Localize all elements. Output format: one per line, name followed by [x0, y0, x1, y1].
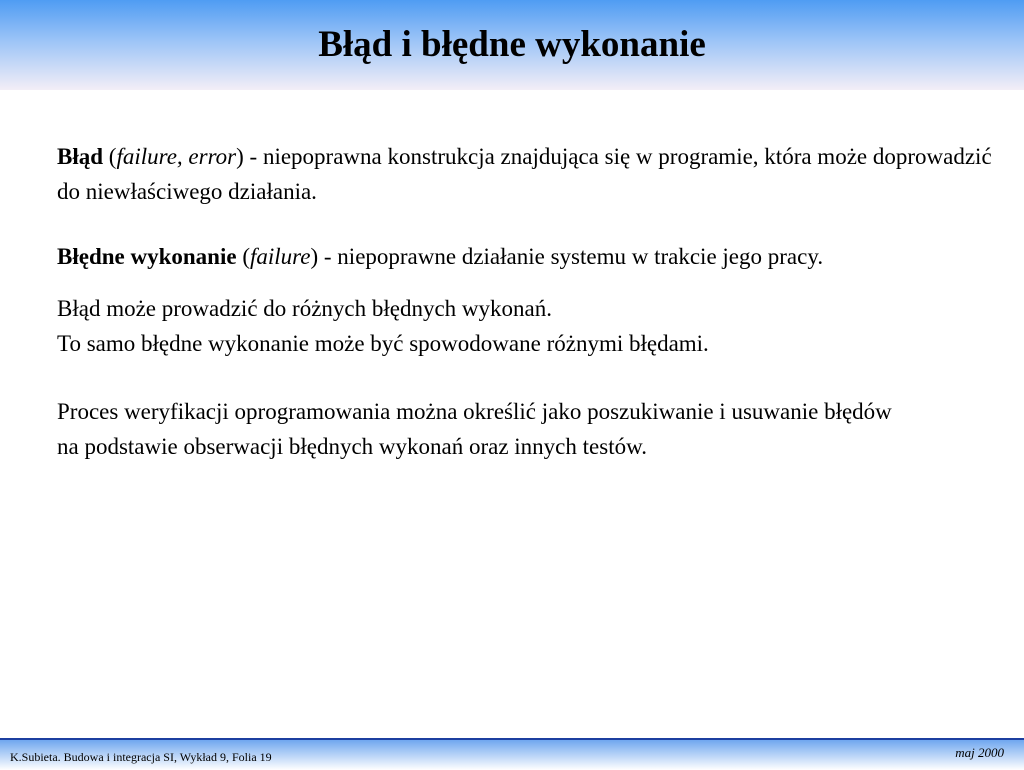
definition-failure-text: ) - niepoprawne działanie systemu w trakcie jego pracy.: [310, 244, 824, 269]
definition-error-text: ) - niepoprawna konstrukcja znajdująca się w programie, która może doprowadzić do niewłaściwego działania.: [57, 144, 992, 204]
term-failure-english: failure: [250, 244, 311, 269]
slide-title: Błąd i błędne wykonanie: [318, 24, 706, 65]
paren-open: (: [103, 144, 117, 169]
slide-footer: [0, 738, 1024, 770]
term-error-english: failure, error: [116, 144, 237, 169]
relation-line-1: Błąd może prowadzić do różnych błędnych wykonań.: [57, 296, 552, 321]
footer-date: maj 2000: [955, 745, 1004, 760]
term-failure: Błędne wykonanie: [57, 244, 237, 269]
paren-open: (: [236, 244, 250, 269]
slide-content: [57, 139, 997, 464]
verification-paragraph: Proces weryfikacji oprogramowania można określić jako poszukiwanie i usuwanie błędów na podstawie obserwacji błędnych wykonań oraz innych testów.: [57, 399, 892, 459]
definition-failure: [57, 239, 947, 274]
term-error: Błąd: [57, 144, 104, 169]
footer-source: K.Subieta. Budowa i integracja SI, Wykład 9, Folia 19: [10, 750, 272, 764]
relation-line-2: To samo błędne wykonanie może być spowodowane różnymi błędami.: [57, 331, 709, 356]
relation-paragraph: [57, 291, 997, 361]
slide-header: [0, 0, 1024, 90]
definition-error: [57, 139, 992, 209]
